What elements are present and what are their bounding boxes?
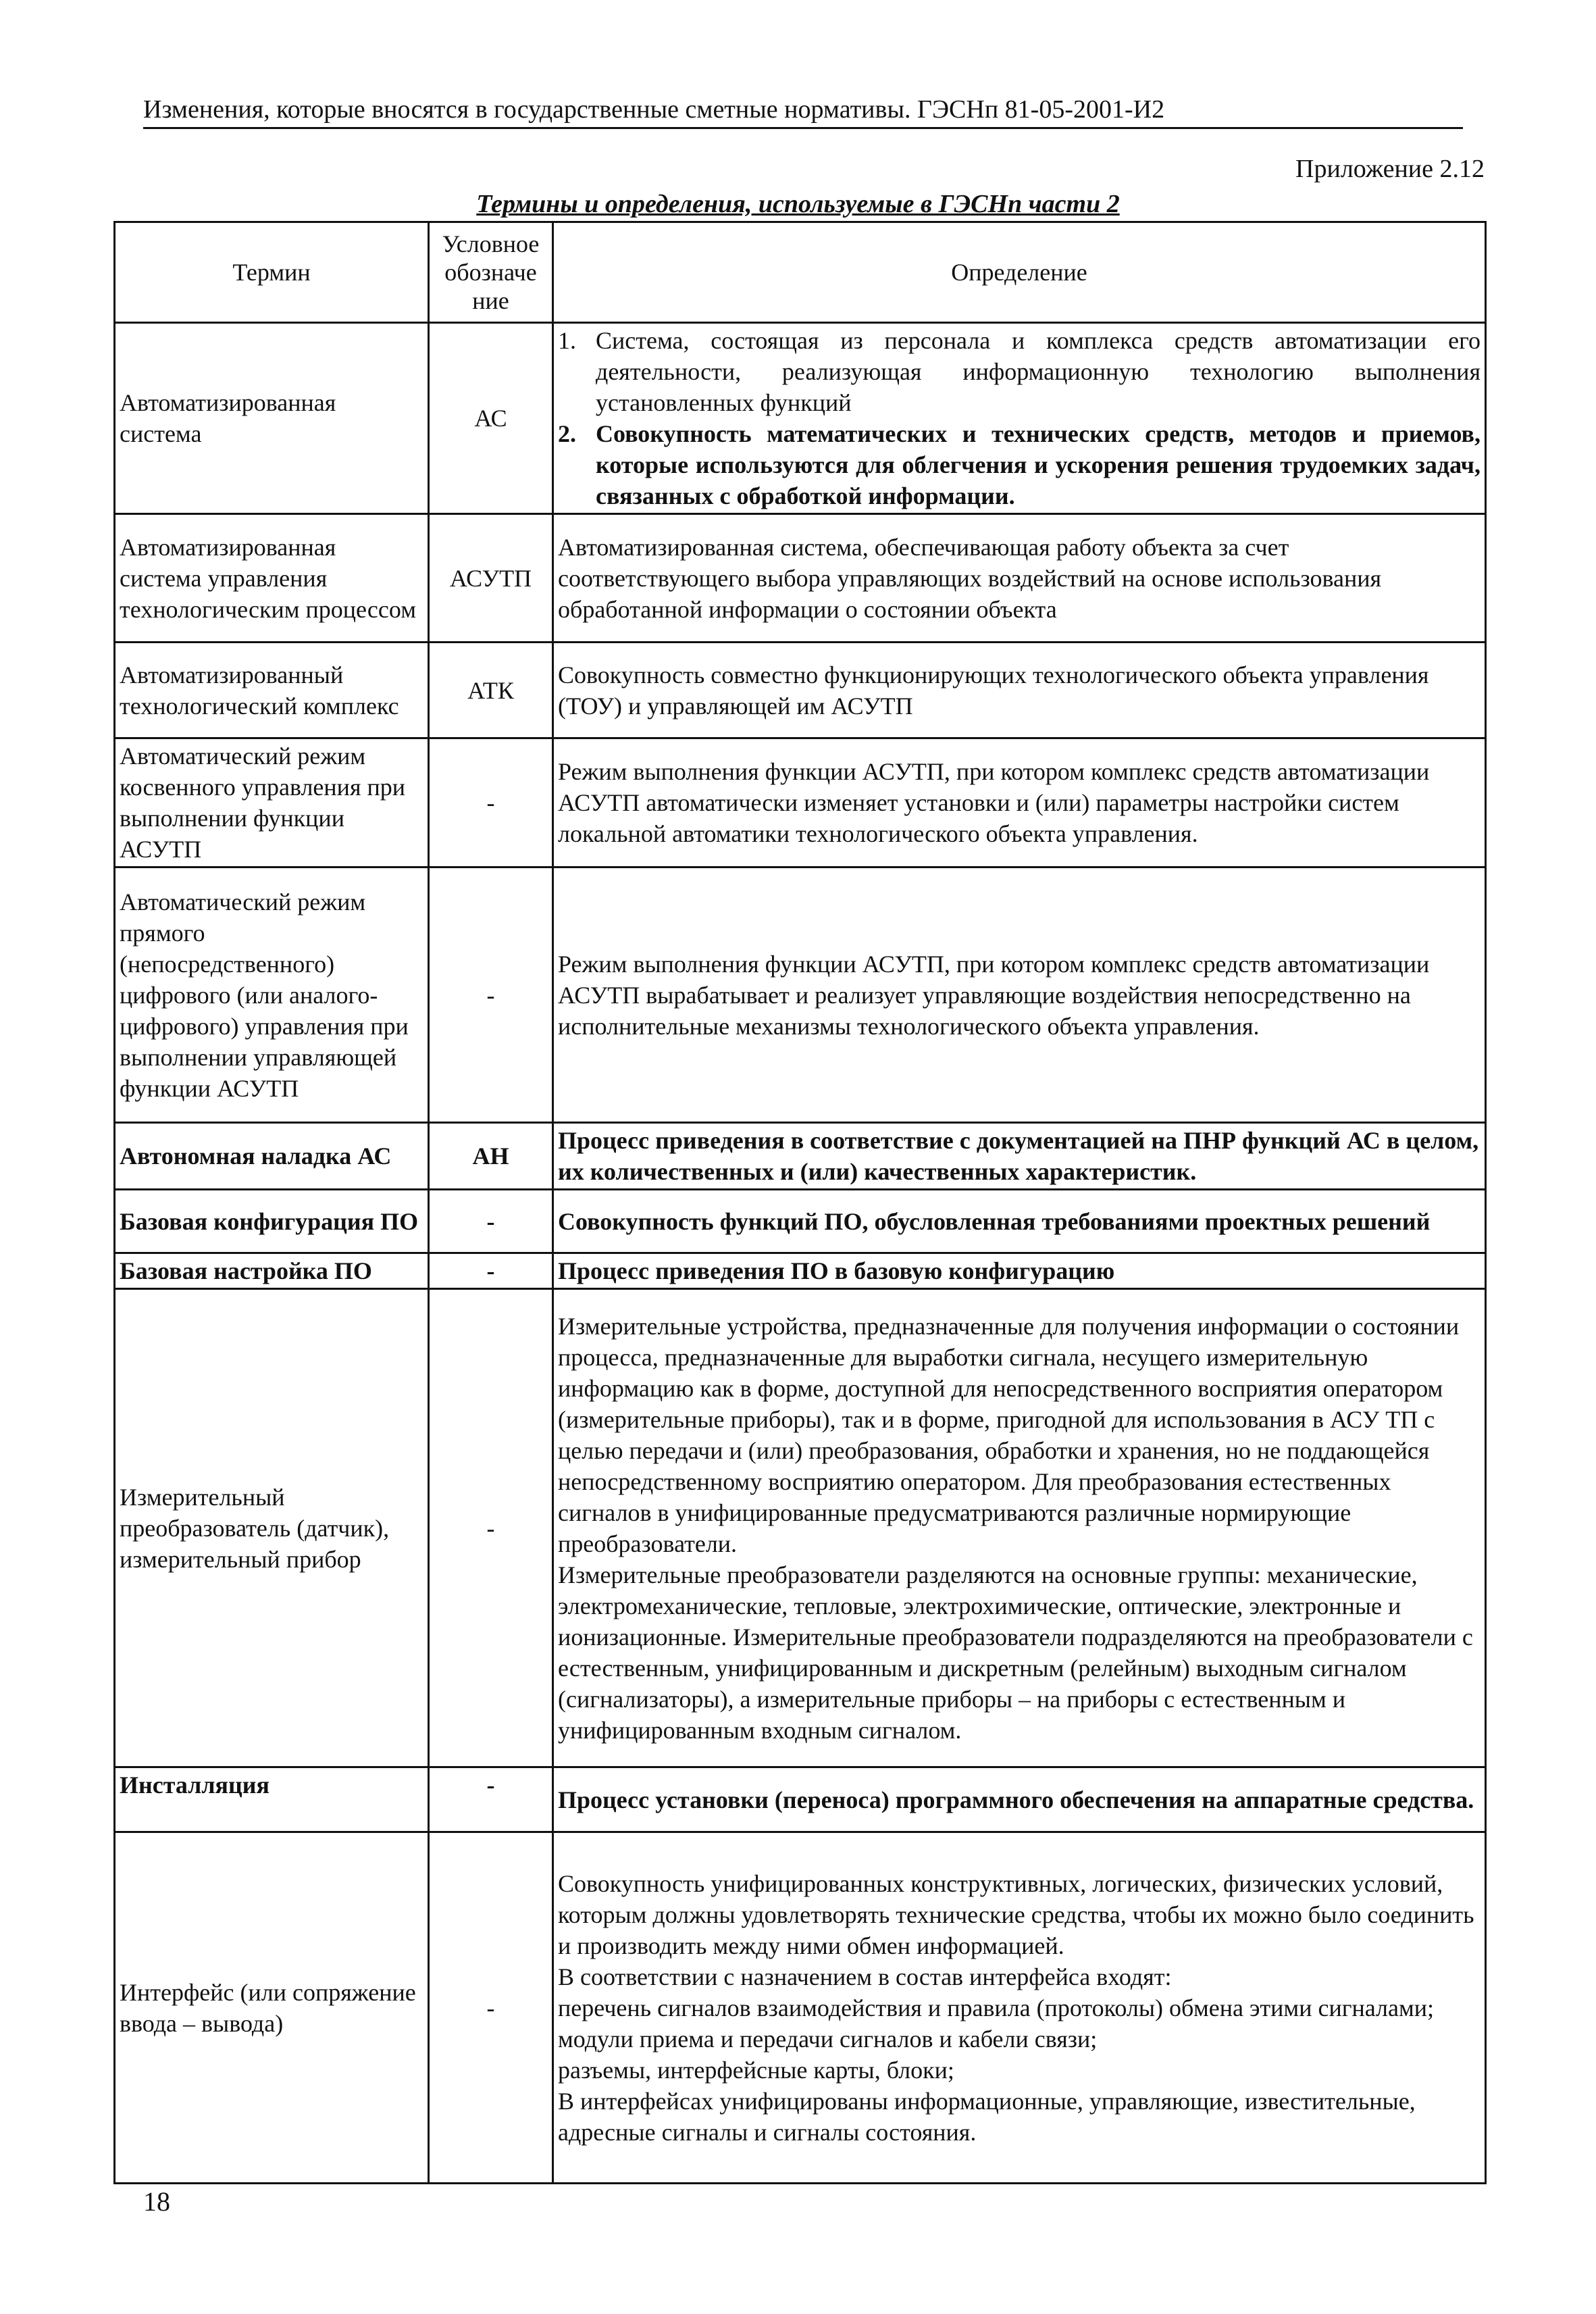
- table-row: [115, 738, 1486, 867]
- definition-line: перечень сигналов взаимодействия и правила (протоколы) обмена этими сигналами;: [558, 1994, 1435, 2021]
- abbr-cell: АС: [429, 323, 553, 514]
- table-row: [115, 1767, 1486, 1832]
- table-row: [115, 1123, 1486, 1190]
- table-row: [115, 1190, 1486, 1253]
- abbr-cell: -: [429, 1253, 553, 1289]
- item-text: Совокупность математических и технических средств, методов и приемов, которые используются для облегчения и ускорения решения трудоемких задач, связанных с обработкой информации.: [596, 420, 1481, 509]
- column-header-abbr: Условное обозначе ние: [429, 222, 553, 323]
- item-text: Система, состоящая из персонала и комплекса средств автоматизации его деятельности, реализующая информационную технологию выполнения установленных функций: [596, 327, 1481, 416]
- table-header-row: [115, 222, 1486, 323]
- term-cell: Автономная наладка АС: [115, 1123, 429, 1190]
- table-row: [115, 867, 1486, 1123]
- table-row: [115, 323, 1486, 514]
- definition-cell: Режим выполнения функции АСУТП, при котором комплекс средств автоматизации АСУТП автоматически изменяет установки и (или) параметры настройки систем локальной автоматики технологического объекта управления.: [553, 738, 1486, 867]
- definition-item: [558, 418, 1481, 511]
- column-header-definition: Определение: [553, 222, 1486, 323]
- item-number: 2.: [558, 420, 576, 447]
- abbr-cell: -: [429, 1190, 553, 1253]
- table-row: [115, 643, 1486, 738]
- definition-paragraph: Измерительные устройства, предназначенные для получения информации о состоянии процесса, предназначенные для выработки сигнала, несущего измерительную информацию как в форме, доступной для непосредственного восприятия оператором (измерительные приборы), так и в форме, пригодной для использования в АСУ ТП с целью передачи и (или) преобразования, обработки и хранения, но не поддающейся непосредственному восприятию оператором. Для преобразования естественных сигналов в унифицированные предусматриваются различные нормирующие преобразователи.: [558, 1312, 1460, 1557]
- abbr-cell: -: [429, 738, 553, 867]
- abbr-cell: АН: [429, 1123, 553, 1190]
- definition-cell: Процесс установки (переноса) программного обеспечения на аппаратные средства.: [553, 1767, 1486, 1832]
- definition-line: В интерфейсах унифицированы информационные, управляющие, известительные, адресные сигналы и сигналы состояния.: [558, 2087, 1416, 2146]
- term-cell: Автоматизированная система: [115, 323, 429, 514]
- definition-cell: Режим выполнения функции АСУТП, при котором комплекс средств автоматизации АСУТП вырабатывает и реализует управляющие воздействия непосредственно на исполнительные механизмы технологического объекта управления.: [553, 867, 1486, 1123]
- definition-item: [558, 325, 1481, 418]
- definition-line: Совокупность унифицированных конструктивных, логических, физических условий, которым должны удовлетворять технические средства, чтобы их можно было соединить и производить между ними обмен информацией.: [558, 1869, 1474, 1959]
- definition-line: модули приема и передачи сигналов и кабели связи;: [558, 2025, 1098, 2053]
- table-row: [115, 1832, 1486, 2184]
- definition-cell: Процесс приведения в соответствие с документацией на ПНР функций АС в целом, их количественных и (или) качественных характеристик.: [553, 1123, 1486, 1190]
- definition-line: разъемы, интерфейсные карты, блоки;: [558, 2056, 954, 2084]
- definition-cell: Процесс приведения ПО в базовую конфигурацию: [553, 1253, 1486, 1289]
- definition-cell: [553, 1289, 1486, 1767]
- abbr-cell: -: [429, 1289, 553, 1767]
- term-cell: Автоматизированная система управления технологическим процессом: [115, 514, 429, 643]
- running-header: Изменения, которые вносятся в государственные сметные нормативы. ГЭСНп 81-05-2001-И2: [143, 95, 1463, 129]
- column-header-term: Термин: [115, 222, 429, 323]
- definition-cell: [553, 323, 1486, 514]
- term-cell: Автоматический режим прямого (непосредственного) цифрового (или аналого-цифрового) управления при выполнении управляющей функции АСУТП: [115, 867, 429, 1123]
- abbr-cell: -: [429, 1767, 553, 1832]
- definition-cell: Автоматизированная система, обеспечивающая работу объекта за счет соответствующего выбора управляющих воздействий на основе использования обработанной информации о состоянии объекта: [553, 514, 1486, 643]
- table-row: [115, 1253, 1486, 1289]
- appendix-label: Приложение 2.12: [1295, 155, 1485, 183]
- table-row: [115, 514, 1486, 643]
- page-number: 18: [143, 2186, 170, 2217]
- definition-paragraph: Измерительные преобразователи разделяются на основные группы: механические, электромеханические, тепловые, электрохимические, оптические, электронные и ионизационные. Измерительные преобразователи подразделяются на преобразователи с естественным, унифицированным и дискретным (релейным) выходным сигналом (сигнализаторы), а измерительные приборы – на приборы с естественным и унифицированным входным сигналом.: [558, 1561, 1473, 1744]
- definition-cell: Совокупность совместно функционирующих технологического объекта управления (ТОУ) и управляющей им АСУТП: [553, 643, 1486, 738]
- term-cell: Автоматический режим косвенного управления при выполнении функции АСУТП: [115, 738, 429, 867]
- abbr-cell: -: [429, 1832, 553, 2184]
- definition-line: В соответствии с назначением в состав интерфейса входят:: [558, 1963, 1172, 1990]
- item-number: 1.: [558, 327, 576, 354]
- term-cell: Измерительный преобразователь (датчик), измерительный прибор: [115, 1289, 429, 1767]
- term-cell: Инсталляция: [115, 1767, 429, 1832]
- abbr-cell: АТК: [429, 643, 553, 738]
- abbr-cell: АСУТП: [429, 514, 553, 643]
- term-cell: Базовая конфигурация ПО: [115, 1190, 429, 1253]
- term-cell: Базовая настройка ПО: [115, 1253, 429, 1289]
- table-row: [115, 1289, 1486, 1767]
- abbr-cell: -: [429, 867, 553, 1123]
- term-cell: Интерфейс (или сопряжение ввода – вывода): [115, 1832, 429, 2184]
- term-cell: Автоматизированный технологический комплекс: [115, 643, 429, 738]
- definition-cell: Совокупность функций ПО, обусловленная требованиями проектных решений: [553, 1190, 1486, 1253]
- document-title-text: Термины и определения, используемые в ГЭСНп части 2: [476, 190, 1120, 218]
- document-title: [0, 189, 1596, 219]
- definition-cell: [553, 1832, 1486, 2184]
- terms-table: [113, 221, 1487, 2184]
